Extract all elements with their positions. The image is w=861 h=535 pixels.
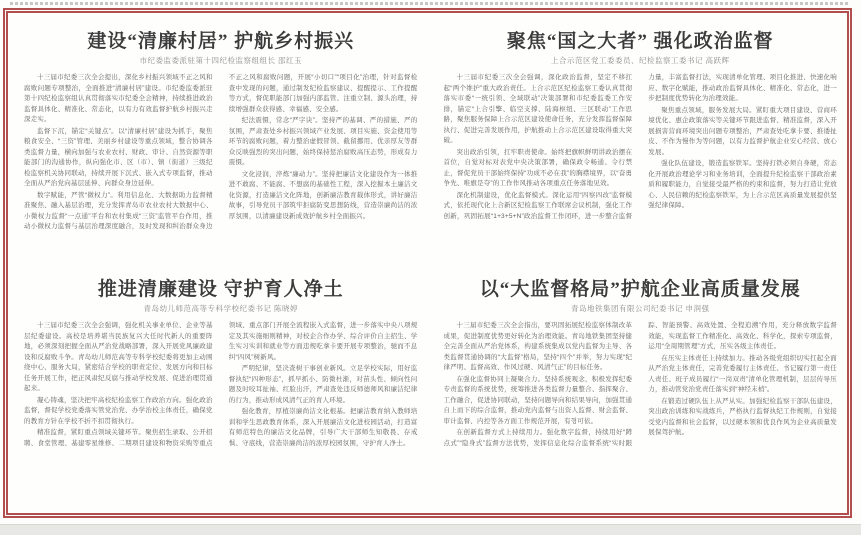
article-title: 以“大监督格局”护航企业高质量发展 <box>479 279 801 300</box>
paragraph: 凝心铸魂，坚决把牢高校纪检监察工作政治方向。强化政治监督，督促学校党委落实管党治党、办学治校主体责任，确保党的教育方针在学校不折不扣贯彻执行。 <box>24 396 213 425</box>
article-title: 推进清廉建设 守护育人净土 <box>97 279 344 300</box>
article-body <box>444 321 838 497</box>
paragraph: 强化队伍建设，锻造监察铁军。坚持打铁必须自身硬，常态化开展政治理论学习和业务培训，全面提升纪检监察干部政治素质和履职能力，自觉接受最严格的约束和监督，努力打造让党放心、人民信赖的纪检监察铁军，为上合示范区高质量发展提供坚强纪律保障。 <box>648 160 837 210</box>
paragraph: 突出政治引领，扛牢职责使命。始终把旗帜鲜明讲政治摆在首位，自觉对标对表党中央决策部署，确保政令畅通、令行禁止，督促党员干部始终保持“功成不必在我”的胸襟境界，以“奋勇争先、唯旗是夺”的工作作风推动各项重点任务落地见效。 <box>443 148 633 188</box>
paragraph: 纪法震慑，常念“严字诀”。坚持严的基调、严的措施、严的氛围，严肃查处乡村振兴领域产业发展、项目实施、资金使用等环节的腐败问题，着力整治虚假冒领、截留挪用、优亲厚友等群众反映强烈的突出问题，始终保持惩治腐败高压态势，形成有力震慑。 <box>228 117 418 167</box>
article-yurenjingtu <box>18 266 424 510</box>
article-dajiandugeju <box>438 266 844 510</box>
article-title: 聚焦“国之大者” 强化政治监督 <box>506 31 774 52</box>
cropped-text-strip <box>10 1 850 8</box>
paragraph: 深化机制建设，优化监督模式。深化运用“四察四改”监督模式，依托现代化上合新区纪检监察工作联席会议机制，强化工作创新，巩固拓展“1+3+5+N”政治监督工作闭环，进一步整合监督力量，丰富监督打法，实现清单化管理、项目化推进、快速化响应、数字化赋能，推动政治监督具体化、精准化、常态化，进一步把制度优势转化为治理效能。 <box>443 74 837 220</box>
article-byline: 青岛地铁集团有限公司纪委书记 申润强 <box>570 304 710 313</box>
article-byline: 上合示范区党工委委员、纪检监察工委书记 高跃辉 <box>550 56 730 65</box>
paragraph: 监督下沉，锚定“关键点”。以“清廉村居”建设为抓手，聚焦粮食安全、“三资”管理、美丽乡村建设等重点领域，整合协调各类监督力量，横向加强与农业农村、财政、审计、自然资源等职能部门的沟通协作，纵向强化市、区（市）、镇（街道）三级纪检监察机关协同联动，持续开展下沉式、嵌入式专项监督，推动全面从严治党向基层延伸、向群众身边延伸。 <box>24 127 213 188</box>
paragraph: 数字赋能，严管“微权力”。利用信息化、大数据助力监督精准聚焦、融入基层治理，充分发挥青岛市农业农村大数据中心、小微权力监督“一点通”平台和农村集成“三资”监管平台作用，推动小微权力监督与基层治理深度融合，及时发现和纠治群众身边不正之风和腐败问题，开展“小切口”“项目化”治理，针对监督检查中发现的问题，通过制发纪检监察建议、提醒提示、工作提醒等方式，督促职能部门加强内部监管、注重立制、源头治理，持续增强群众获得感、幸福感、安全感。 <box>24 74 418 231</box>
article-body <box>444 73 838 249</box>
paragraph: 聚焦重点领域，服务发展大局。紧盯重大项目建设、营商环境优化、惠企政策落实等关键环节跟进监督、精准监督，深入开展损害营商环境突出问题专项整治，严肃查处吃拿卡要、推诿扯皮、不作为慢作为等问题，以有力监督护航企业安心经营、放心发展。 <box>648 106 837 156</box>
paragraph: 在压实主体责任上持续加力。推动各级党组织切实扛起全面从严治党主体责任，完善党委履行主体责任、书记履行第一责任人责任、班子成员履行“一岗双责”清单化管理机制，层层传导压力，推动管党治党责任落实到“神经末梢”。 <box>648 354 837 394</box>
article-guozhidazhe <box>438 18 844 262</box>
paragraph: 严明纪律，坚决查树干事创业新风。立足学校实际，用好监督执纪“四种形态”，抓早抓小、防微杜渐，对苗头性、倾向性问题及时咬耳扯袖、红脸出汗，严肃查处违反师德师风和廉洁纪律的行为，推动形成风清气正的育人环境。 <box>228 365 418 404</box>
paragraph: 精准监督，紧盯重点领域关键环节。聚焦招生录取、公开招聘、食堂管理、基建零星维修、二期项目建设和物资采购等重点领域、重点部门开展全流程嵌入式监督，进一步落实中央八项规定及其实施细则精神，对校企合作办学、综合评价自主招生、学生实习实训和就业等方面违规吃拿卡要开展专项整治，驰而不息纠“四风”树新风。 <box>24 322 418 447</box>
article-body <box>24 73 418 249</box>
paragraph: 强化教育，厚植崇廉尚洁文化根基。把廉洁教育纳入教师培训和学生思政教育体系，深入开展廉洁文化进校园活动，打造富有师范特色的廉洁文化品牌，引导广大干部师生知敬畏、存戒惧、守底线，营造崇廉尚洁的浓厚校园氛围，守护育人净土。 <box>228 408 418 447</box>
scan-edge-strip <box>0 524 861 535</box>
article-byline: 市纪委监委派驻第十四纪检监察组组长 邵红玉 <box>139 56 303 65</box>
paragraph: 十三届市纪委三次全会提出，深化乡村振兴领域不正之风和腐败问题专项整治，全面推进“清廉村居”建设。市纪委监委派驻第十四纪检监察组认真贯彻落实市纪委全会精神，持续推进政治监督具体化、精准化、常态化，以有力有效监督护航乡村振兴走深走实。 <box>24 74 213 124</box>
article-qingliancunju <box>18 18 424 262</box>
article-grid <box>10 14 851 514</box>
paragraph: 在强化监督协同上凝聚合力。坚持系统观念，积极发挥纪委专责监督的系统优势，统筹推进各类监督力量整合、指挥聚合、工作融合，促进协同联动，坚持问题导向和结果导向，加强贯通自上而下的综合监督，推动党内监督与出资人监督、财会监督、审计监督、内控等各方面工作规范开展，有형可依。 <box>443 375 633 425</box>
paragraph: 文化浸润，淬炼“廉动力”。坚持把廉洁文化建设作为一体推进不敢腐、不能腐、不想腐的基础性工程，深入挖掘本土廉洁文化资源，打造廉洁文化阵地，创新廉洁教育载体形式，讲好廉洁故事，引导党员干部筑牢拒腐防变思想防线，营造崇廉尚洁的浓厚氛围，以清廉建设新成效护航乡村全面振兴。 <box>228 170 418 220</box>
paragraph: 十三届市纪委三次全会指出，要巩固拓展纪检监察体制改革成果，促进制度优势更好转化为治理效能。青岛地铁集团坚持健全完善全面从严治党体系，构建系统集成以党内监督为主导、各类监督贯通协调的“大监督”格局，坚持“四个”并举，努力实现“纪律严明、监督高效、作风过硬、风清气正”的目标任务。 <box>443 322 633 372</box>
paragraph: 十三届市纪委三次全会强调，深化政治监督，坚定不移扛起“两个维护”重大政治责任。上合示范区纪检监察工委认真贯彻落实市委“一统引领、全域联动”决策部署和市纪委监委工作安排，锚定“上合引擎、临空支撑、陆海枢纽、三区联动”工作思路，聚焦服务保障上合示范区建设使命任务，充分发挥监督保障执行、促进完善发展作用，护航推动上合示范区建设取得重大突破。 <box>443 74 633 145</box>
paragraph: 十三届市纪委三次全会强调，强化机关事业单位、企业等基层纪委建设。高校是培养堪当民族复兴大任时代新人的重要阵地，必须深刻把握全面从严治党战略部署，深入开展党风廉政建设和反腐败斗争。青岛幼儿师范高等专科学校纪委将更加主动围绕中心、服务大局，紧密结合学校的职责定位、发展方向和目标任务开展工作，把正风肃纪反腐与推动学校发展、促进治理贯通起来。 <box>24 322 213 393</box>
article-title: 建设“清廉村居” 护航乡村振兴 <box>87 31 355 52</box>
article-byline: 青岛幼儿师范高等专科学校纪委书记 陈晓婷 <box>143 304 299 313</box>
paragraph: 在锻造过硬队伍上从严从实。加强纪检监察干部队伍建设，突出政治训练和实战练兵，严格执行监督执纪工作规则，自觉接受党内监督和社会监督，以过硬本领和优良作风为企业高质量发展保驾护航。 <box>648 397 837 437</box>
article-body <box>24 321 418 497</box>
paragraph: 在创新监督方式上持续用力。强化数字监督，持续用好“蹲点式”“隐身式”监督方法优势，发挥信息化综合监督系统“实时跟踪、智能预警、高效处置、全程追溯”作用，充分释放数字监督效能，实现监督工作精准化、高效化、科学化，探索专项监督，运用“全周期管理”方式，压实各级主体责任。 <box>443 322 837 447</box>
